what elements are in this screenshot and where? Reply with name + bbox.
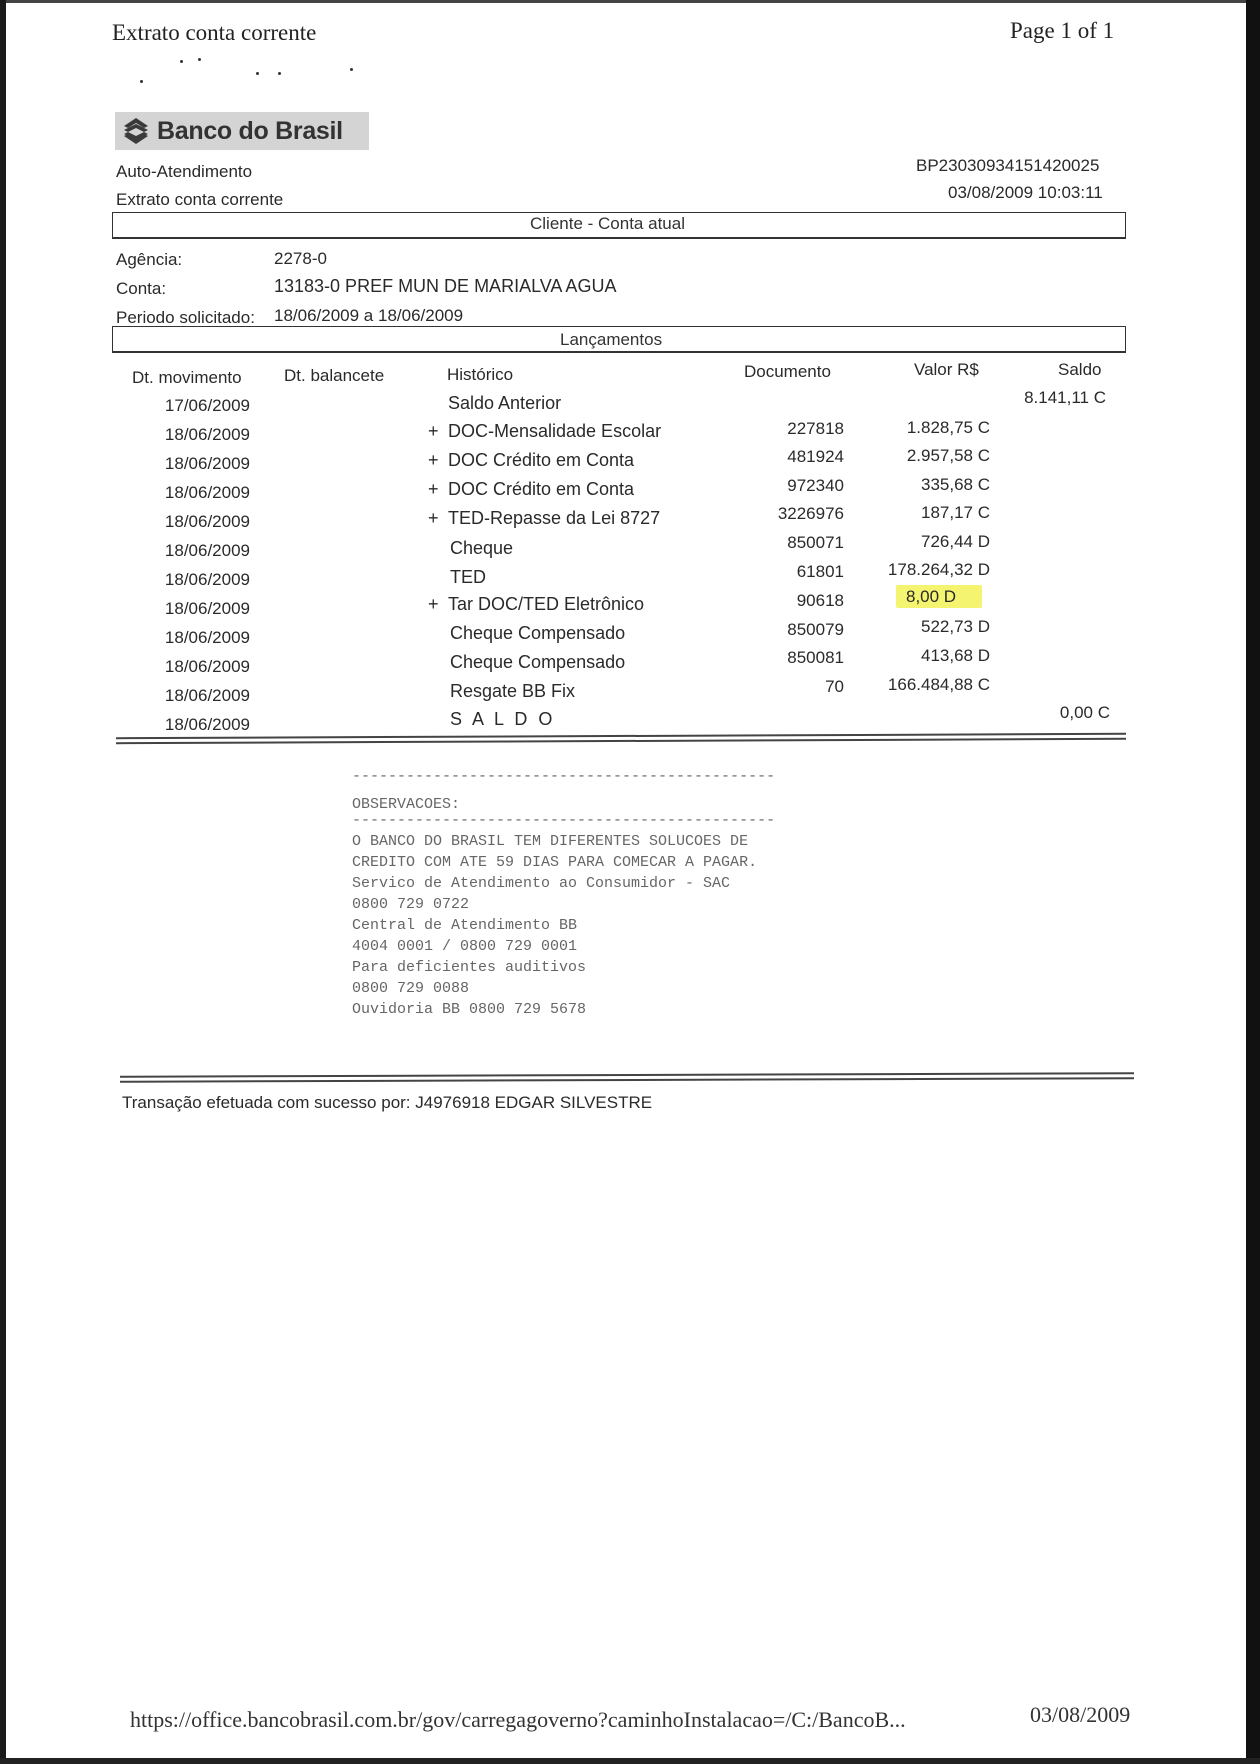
row-documento: 850071 [787,533,844,552]
bank-logo-text: Banco do Brasil [157,116,343,145]
row-date: 18/06/2009 [164,570,250,589]
row-valor: 522,73 D [921,617,990,636]
row-valor: 2.957,58 C [906,446,990,465]
agency-value: 2278-0 [274,249,327,268]
row-documento: 972340 [787,476,844,495]
table-bottom-rule [116,738,1126,744]
row-valor: 178.264,32 D [887,560,990,579]
scan-speck [180,60,183,63]
observations-line: Servico de Atendimento ao Consumidor - SAC [352,875,731,892]
row-date: 18/06/2009 [164,715,250,734]
row-documento: 850081 [787,648,844,667]
scan-edge-right [1246,0,1260,1764]
document-subtitle: Extrato conta corrente [116,190,284,209]
row-date: 18/06/2009 [164,628,250,647]
highlight-marker: 8,00 D [896,585,982,608]
col-historico: Histórico [447,365,514,384]
row-sign: + [428,479,439,499]
col-dt-movimento: Dt. movimento [132,368,242,387]
row-historico: TED [450,567,486,587]
row-date: 18/06/2009 [164,541,250,560]
observations-line: 4004 0001 / 0800 729 0001 [352,938,578,955]
row-historico: Cheque Compensado [450,623,626,643]
row-date: 18/06/2009 [164,425,250,444]
observations-line: 0800 729 0088 [352,980,470,997]
row-documento: 90618 [796,591,844,610]
row-documento: 850079 [787,620,844,639]
row-date: 18/06/2009 [164,686,250,705]
observations-line: Central de Atendimento BB [352,917,578,934]
footer-rule [120,1072,1134,1077]
row-historico: DOC Crédito em Conta [448,479,635,499]
col-dt-balancete: Dt. balancete [284,366,385,385]
col-documento: Documento [744,362,831,381]
row-documento: 227818 [787,419,844,438]
observations-heading: OBSERVACOES: [352,796,461,813]
row-valor: 1.828,75 C [906,418,990,437]
print-footer-date: 03/08/2009 [1030,1702,1131,1727]
print-header-title: Extrato conta corrente [112,20,317,45]
row-historico: Cheque [450,538,514,558]
row-sign: + [428,508,439,528]
row-valor: 413,68 D [921,646,990,665]
account-label: Conta: [116,279,167,298]
row-date: 18/06/2009 [164,454,250,473]
row-valor: 166.484,88 C [887,675,990,694]
observations-separator: ----------------------------------------------- [352,812,776,829]
document-datetime: 03/08/2009 10:03:11 [948,183,1103,202]
col-saldo: Saldo [1058,360,1102,379]
scan-speck [256,72,259,75]
row-historico: Cheque Compensado [450,652,626,672]
scan-edge-top [0,0,1260,3]
observations-line: CREDITO COM ATE 59 DIAS PARA COMECAR A PAGAR. [352,854,758,871]
row-historico: S A L D O [450,709,556,729]
row-sign: + [428,421,439,441]
period-value: 18/06/2009 a 18/06/2009 [274,306,464,325]
row-documento: 3226976 [777,504,844,523]
row-documento: 70 [825,677,844,696]
transactions-heading: Lançamentos [560,330,663,349]
period-label: Periodo solicitado: [116,308,255,327]
row-valor: 726,44 D [921,532,990,551]
account-value: 13183-0 PREF MUN DE MARIALVA AGUA [274,276,617,296]
row-sign: + [428,594,439,614]
scan-edge-left [0,0,6,1764]
scan-edge-bottom [0,1758,1260,1764]
protocol-number: BP23030934151420025 [916,156,1100,175]
row-historico: TED-Repasse da Lei 8727 [448,508,661,528]
channel-label: Auto-Atendimento [116,162,253,181]
row-historico: Saldo Anterior [448,393,562,413]
transaction-confirmation: Transação efetuada com sucesso por: J4976918 EDGAR SILVESTRE [122,1093,653,1112]
row-historico: Resgate BB Fix [450,681,576,701]
row-date: 18/06/2009 [164,483,250,502]
row-documento: 61801 [796,562,844,581]
observations-line: 0800 729 0722 [352,896,470,913]
row-sign: + [428,450,439,470]
scan-speck [350,68,353,71]
agency-label: Agência: [116,250,183,269]
observations-separator: ----------------------------------------------- [352,768,776,785]
row-date: 18/06/2009 [164,657,250,676]
client-section-heading: Cliente - Conta atual [530,214,685,233]
scan-speck [140,80,143,83]
row-valor: 187,17 C [921,503,990,522]
row-saldo: 8.141,11 C [1024,388,1106,407]
bank-logo [115,112,369,150]
observations-line: Para deficientes auditivos [352,959,587,976]
scan-speck [278,72,281,75]
row-historico: Tar DOC/TED Eletrônico [448,594,645,614]
scan-speck [198,58,201,61]
row-date: 18/06/2009 [164,599,250,618]
print-header-page: Page 1 of 1 [1010,18,1115,43]
row-valor: 335,68 C [921,475,990,494]
row-historico: DOC-Mensalidade Escolar [448,421,662,441]
row-saldo: 0,00 C [1059,703,1110,722]
row-documento: 481924 [787,447,844,466]
footer-rule [120,1077,1134,1082]
observations-line: O BANCO DO BRASIL TEM DIFERENTES SOLUCOES DE [352,833,749,850]
row-historico: DOC Crédito em Conta [448,450,635,470]
col-valor: Valor R$ [914,360,979,379]
observations-line: Ouvidoria BB 0800 729 5678 [352,1001,587,1018]
print-footer-url: https://office.bancobrasil.com.br/gov/carregagoverno?caminhoInstalacao=/C:/BancoB... [130,1707,906,1732]
row-valor-highlighted [896,587,982,607]
banco-do-brasil-logo-icon [121,116,151,146]
row-date: 18/06/2009 [164,512,250,531]
row-date: 17/06/2009 [164,396,250,415]
